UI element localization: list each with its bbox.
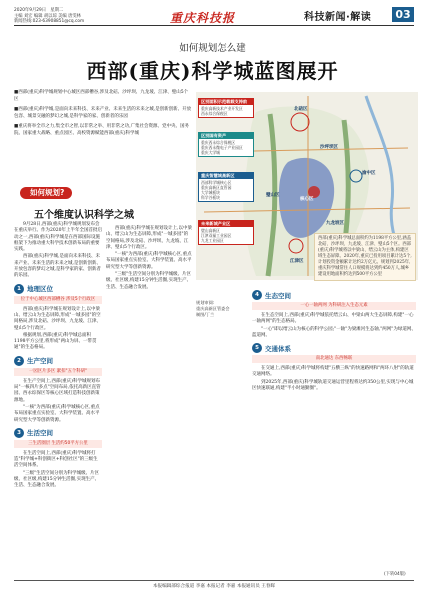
label-shapingba: 沙坪坝区 [320, 145, 338, 150]
intro-paragraph: 9月28日,西部(重庆)科学城规划发布会在重庆举行。作为2020年上半年全国首批启动之一,西部(重庆)科学城是在西部国际设施框架下为推动重大科学技术创新布局的重要实践。 [14, 222, 102, 253]
subsection-paragraph: 在生活空间上,西部(重庆)科学城将打造"科学城+科创街区+科创社区"的三级生活空间体系。 [14, 450, 98, 469]
legend-item: 西永综合保税区 [201, 110, 228, 116]
how-plan-badge-text: 如何规划? [30, 188, 65, 197]
column-2-paragraph: "三级"生活空间分别为科学城级、片区级、社区级,构建15分钟生活圈,实现生产、生活、生态融合发展。 [106, 272, 192, 290]
legend-item: 西部科学城核心区 [201, 179, 232, 185]
legend-item: 江津双福工业园区 [201, 232, 232, 238]
lead-paragraph: ■重庆将举全市之力,集全市之智,以非常之举、用非常之功,广集社会资源、党中央、国务院、国家重大战略、重点园区、高校资源赋能西部(重庆)科学城 [14, 124, 190, 136]
subsection-number: 5 [252, 343, 262, 353]
label-jiangjin: 江津区 [290, 259, 304, 264]
intro-paragraph: 西部(重庆)科学城,是面向未来科技、未来产业、未来生活的未来之城,是创新创新、开放包容的梦幻之城,是科学家的家、创新者的乐园。 [14, 254, 101, 279]
column-2 [106, 226, 192, 292]
label-yuzhong: 渝中区 [362, 171, 376, 176]
legend-item: 重庆西永微电子产业园区 [201, 144, 243, 150]
legend-teal-title: 区别国有资产 [199, 133, 253, 139]
subsection-paragraph: 在生态空间上,西部(重庆)科学城依托缙云山、中梁山两大生态屏障,构建"一心一轴两网"的生态格局。 [252, 313, 414, 325]
headline-kicker: 如何规划怎么建 [179, 43, 246, 54]
legend-item: 重庆高新区直管园 [201, 184, 232, 190]
section-title: 科技新闻·解读 [304, 12, 372, 23]
subsection-2-head [14, 356, 102, 366]
credit-line: 重庆高新区管委会 [196, 306, 230, 311]
lead-summary [14, 90, 192, 141]
masthead-rule [14, 25, 414, 26]
column-2-paragraph: "一核"为西部(重庆)科学城核心区,重点布局国家重点实验室、大科学装置、高水平研究型大学等创新资源。 [106, 252, 192, 270]
footer-rule [14, 580, 414, 581]
legend-blue [198, 172, 254, 202]
subsection-title: 地理区位 [27, 285, 53, 294]
legend-item: 重庆高新技术产业开发区 [201, 105, 243, 111]
legend-red [198, 98, 254, 118]
subsection-number: 4 [252, 290, 262, 300]
subsection-paragraph: "一心"即以缙云山为核心的科学公园;"一轴"为梁滩河生态轴,"两网"为绿道网、蓝道网。 [252, 326, 416, 338]
label-beibei: 北碚区 [294, 107, 308, 112]
legend-item: 九龙工业园区 [201, 237, 224, 243]
subsection-tagline: 一心一轴两网 为科研注入生态元素 [252, 302, 416, 310]
column-2-paragraph: 西部(重庆)科学城在规划设计上,以中梁山、缙云山为生态屏障,形成"一城多园"的空间格局,涉及北碚、沙坪坝、九龙坡、江津、璧山5个行政区。 [106, 226, 192, 250]
legend-lower [198, 220, 254, 245]
label-jiulongpo: 九龙坡区 [326, 221, 344, 226]
map-caption [314, 233, 416, 281]
subsection-4-head [252, 290, 416, 300]
subsection-paragraph: "一核"为西部(重庆)科学城核心区,重点布局国家重点实验室、大科学装置、高水平研究型大学等创新资源。 [14, 404, 100, 423]
editor-line: 主编 刘宏 编辑 胡以琼 美编 唐雯林 [14, 13, 81, 19]
subsection-3-head [14, 428, 102, 438]
subsection-paragraph: 在交通上,西部(重庆)科学城将构建"五横三纵"的快速路网和"两环八射"的轨道交通网络。 [252, 366, 414, 378]
label-bishan: 璧山区 [266, 193, 280, 198]
legend-item: 大学城板块 [201, 189, 220, 195]
page-number: 03 [392, 7, 414, 22]
masthead-info [14, 8, 134, 25]
map-caption-text: 西部(重庆)科学城总面积约为1198平方公里,涵盖北碚、沙坪坝、九龙坡、江津、璧山5个区。西部(重庆)科学城将以中梁山、缙云山为主体,构建区域生态屏障。2020年,重庆已投用项目累计达5个,计划投资金额累计达约2万亿元。规划到2025年,重庆科学城常住人口规模将达到约450万人,城乡建设用地面积约达到500平方公里 [318, 236, 412, 277]
date-line: 2020年9月29日 星期二 [14, 8, 64, 13]
how-plan-title: 五个维度认识科学之城 [34, 210, 134, 221]
legend-item: 科学谷板块 [201, 194, 220, 200]
credit-line: 规划审阅: [196, 300, 215, 305]
subsection-tagline: 一园区片多区 紧扣"五个科研" [14, 368, 102, 376]
legend-item: 重庆大学城 [201, 149, 220, 155]
subsection-tagline: 三生活圈层 生活约50平方公里 [14, 440, 102, 448]
column-3 [252, 286, 416, 393]
subsection-paragraph: 根据规划,西部(重庆)科学城总面积1198平方公里,将形成"两山为屏、一带贯通"的生态格局。 [14, 332, 97, 351]
subsection-1-head [14, 284, 102, 294]
subsection-paragraph: 在生产空间上,西部(重庆)科学城规划布局"一核四片多点"空间布局,依托高新区直管园、西永综保区等核心区域打造科技创新策源地。 [14, 378, 101, 403]
column-1 [14, 222, 102, 491]
subsection-title: 生态空间 [265, 291, 291, 300]
subsection-paragraph: 西部(重庆)科学城在规划设计上,以中梁山、缙云山为生态屏障,形成"一城多园"的空间格局,涉及北碚、沙坪坝、九龙坡、江津、璧山5个行政区。 [14, 306, 101, 331]
subsection-tagline: 位于中心城区西部槽谷 涉及5个行政区 [14, 296, 102, 304]
subsection-title: 生活空间 [27, 429, 53, 438]
subsection-title: 交通体系 [265, 344, 291, 353]
label-core: 核心区 [300, 197, 314, 202]
subsection-number: 1 [14, 284, 24, 294]
lead-paragraph: ■西部(重庆)科学城规划中心城区西部槽谷,涉及北碚、沙坪坝、九龙坡、江津、璧山5个区 [14, 90, 189, 102]
subsection-paragraph: "三级"生活空间分别为科学城级、片区级、社区级,构建15分钟生活圈,实现生产、生活、生态融合发展。 [14, 470, 100, 489]
subsection-5-head [252, 343, 416, 353]
legend-teal [198, 132, 254, 157]
credit-line: 制图/丁兰 [196, 312, 215, 317]
subsection-number: 2 [14, 356, 24, 366]
headline-main: 西部(重庆)科学城蓝图展开 [86, 59, 339, 83]
continue-note: (下转04版) [384, 572, 406, 577]
legend-blue-title: 重庆智慧城高新区 [199, 173, 253, 179]
footer-credits: 本报编辑部综合报道 李嘉 本报记者 李嘉 本报通讯员 王春晖 [152, 584, 276, 589]
phone-line: 新闻热线:023-63908851@cq.com [14, 19, 85, 25]
subsection-paragraph: 到2025年,西部(重庆)科学城轨道交通运营里程将达约350公里,实现与中心城区快速联通,构建"半小时通勤圈"。 [252, 379, 414, 392]
legend-item: 璧山高新区 [201, 227, 220, 233]
how-plan-badge [20, 187, 72, 199]
subsection-number: 3 [14, 428, 24, 438]
subsection-title: 生产空间 [27, 357, 53, 366]
lead-paragraph: ■西部(重庆)科学城,是面向未来科技、未来产业、未来生活的未来之城,是创新创新、开放包容、城景交融的梦幻之城,是科学家的家、创新者的乐园 [14, 107, 192, 119]
subsection-tagline: 南北通达 东西畅联 [252, 355, 416, 363]
newspaper-brand: 重庆科技报 [170, 11, 236, 25]
legend-item: 重庆西永综合保税区 [201, 139, 236, 145]
legend-lower-title: 未来新城产业区 [199, 221, 253, 227]
legend-red-title: 区别面积示范载载支持前 [199, 99, 253, 105]
